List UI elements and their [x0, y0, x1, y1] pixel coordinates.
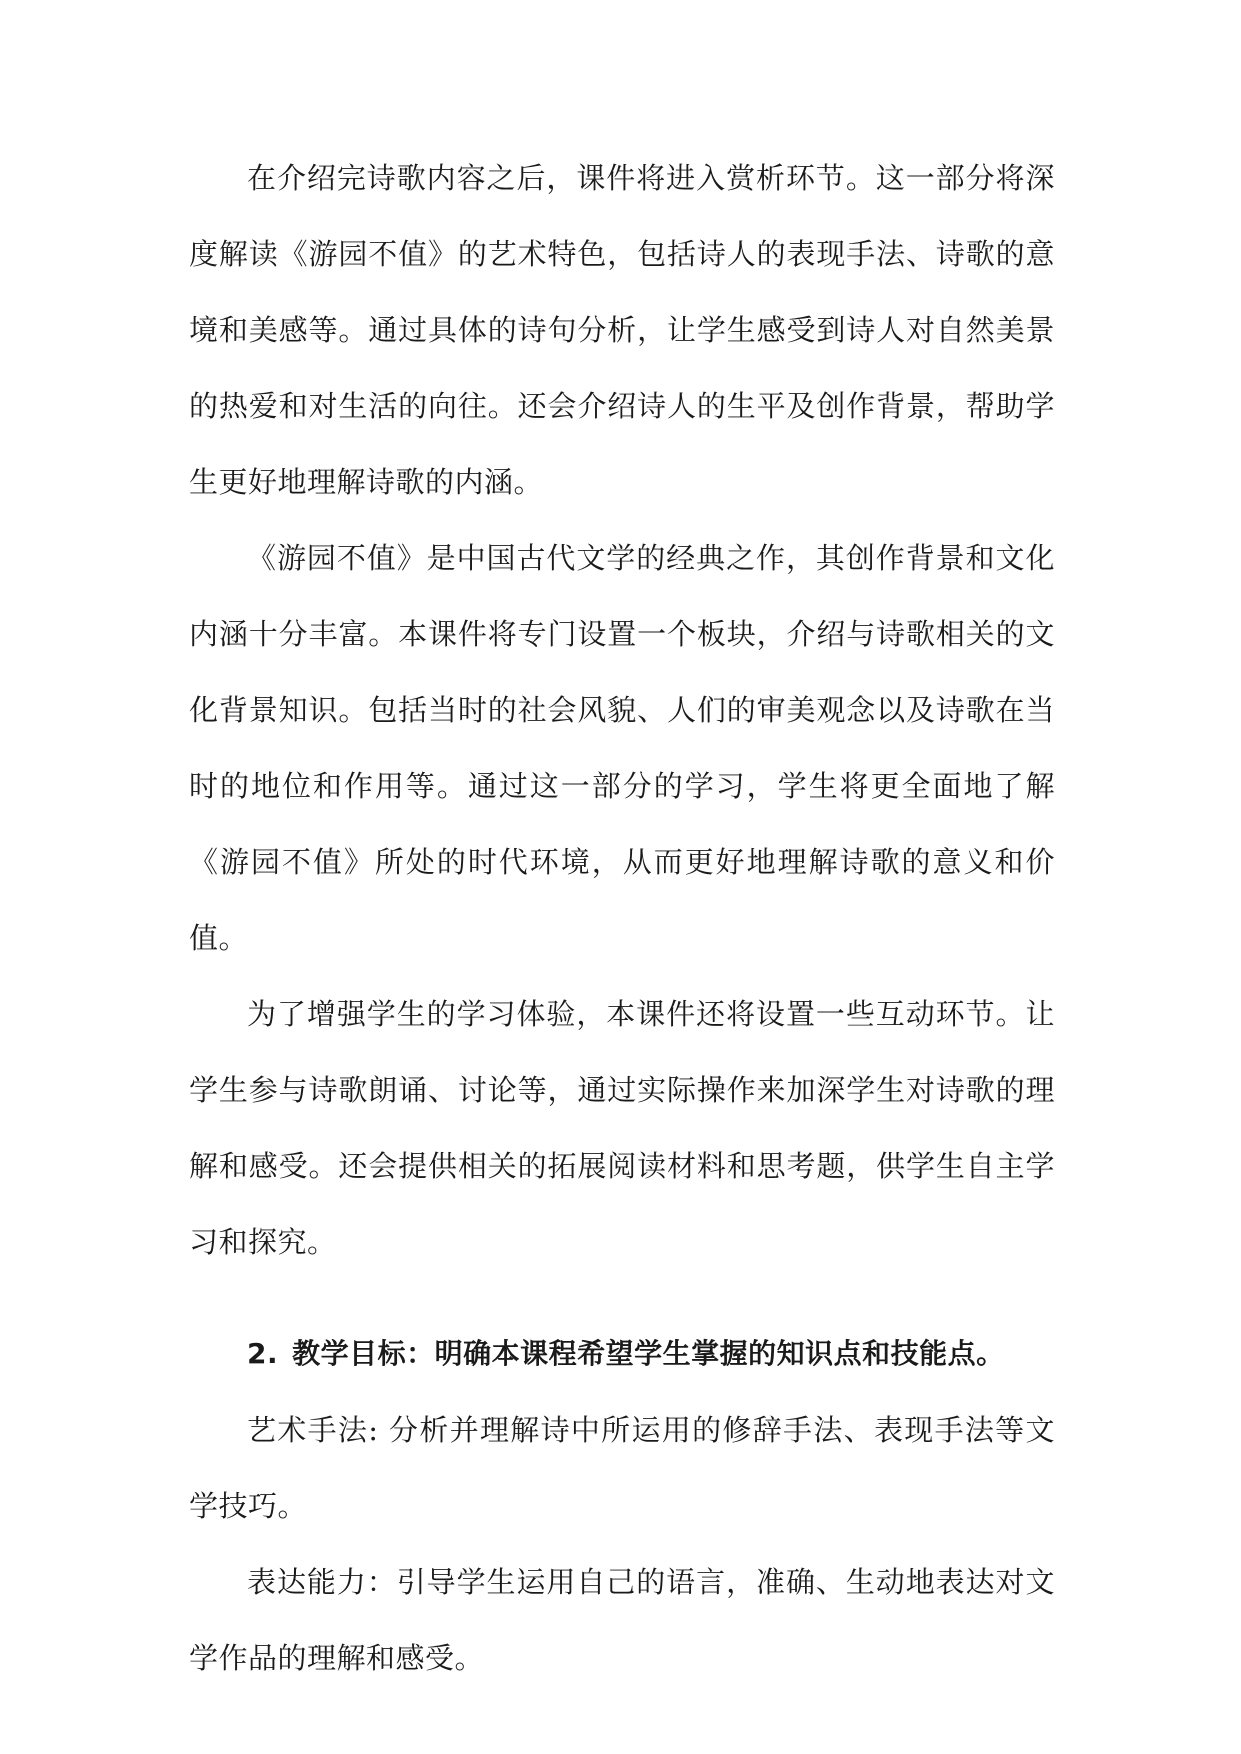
paragraph-cultural-background: 《游园不值》是中国古代文学的经典之作，其创作背景和文化内涵十分丰富。本课件将专门设置一个板块，介绍与诗歌相关的文化背景知识。包括当时的社会风貌、人们的审美观念以及诗歌在当时的地位和作用等。通过这一部分的学习，学生将更全面地了解《游园不值》所处的时代环境，从而更好地理解诗歌的意义和价值。	[189, 541, 1055, 955]
section-number: 2.	[247, 1337, 279, 1370]
document-body	[189, 140, 1055, 1696]
section-heading	[189, 1316, 1055, 1392]
paragraph-appreciation: 在介绍完诗歌内容之后，课件将进入赏析环节。这一部分将深度解读《游园不值》的艺术特色，包括诗人的表现手法、诗歌的意境和美感等。通过具体的诗句分析，让学生感受到诗人对自然美景的热爱和对生活的向往。还会介绍诗人的生平及创作背景，帮助学生更好地理解诗歌的内涵。	[189, 161, 1055, 499]
section-title: 教学目标：明确本课程希望学生掌握的知识点和技能点。	[292, 1337, 1005, 1370]
paragraph-expression-ability: 表达能力：引导学生运用自己的语言，准确、生动地表达对文学作品的理解和感受。	[189, 1565, 1055, 1675]
paragraph-art-techniques: 艺术手法: 分析并理解诗中所运用的修辞手法、表现手法等文学技巧。	[189, 1413, 1055, 1523]
paragraph-interaction: 为了增强学生的学习体验，本课件还将设置一些互动环节。让学生参与诗歌朗诵、讨论等，通过实际操作来加深学生对诗歌的理解和感受。还会提供相关的拓展阅读材料和思考题，供学生自主学习和探究。	[189, 997, 1055, 1259]
